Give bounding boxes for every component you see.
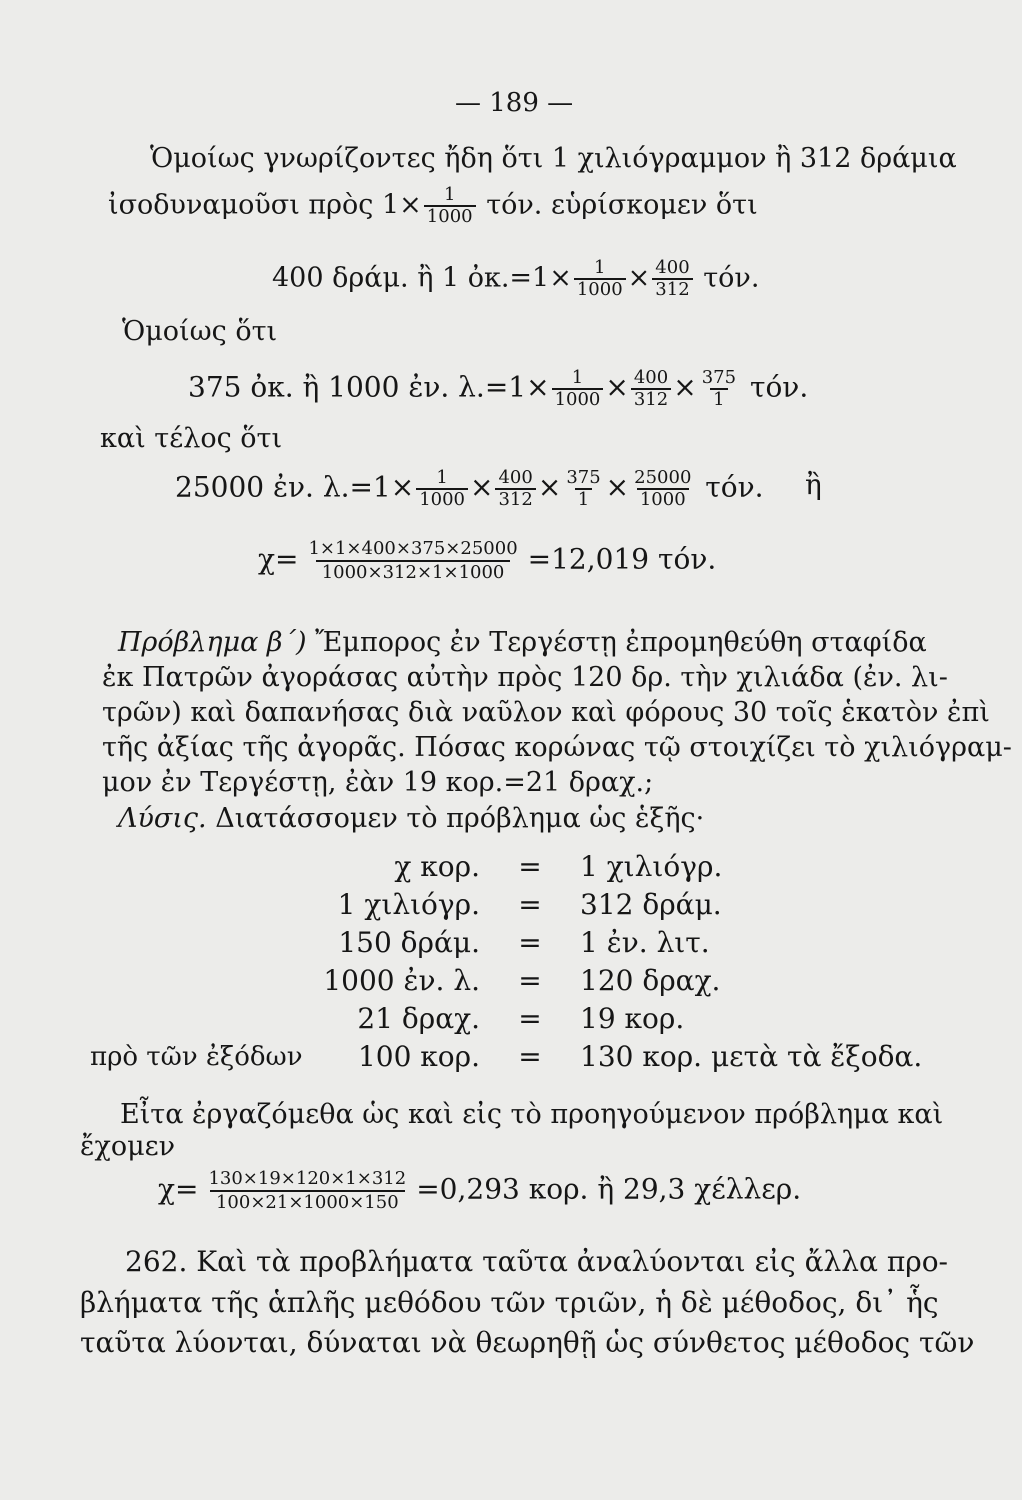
problem-line: τῆς ἀξίας τῆς ἀγορᾶς. Πόσας κορώνας τῷ στοιχίζει τὸ χιλιόγραμ-: [102, 732, 1012, 763]
row-prefix: [90, 886, 310, 924]
solution-line: [118, 802, 704, 836]
eq-segment: 375 ὀκ. ἢ 1000 ἐν. λ.=1×: [188, 370, 550, 404]
row-right: 120 δραχ.: [580, 964, 721, 997]
row-equals: =: [518, 926, 542, 959]
fraction: [552, 368, 604, 410]
table-row: [90, 886, 922, 924]
fraction-numerator: 1: [571, 367, 584, 388]
proportion-grid: [90, 848, 922, 1076]
row-prefix: [90, 962, 310, 1000]
fraction-denominator: 1000: [637, 488, 689, 510]
fraction-numerator: 1: [436, 467, 448, 488]
fraction-numerator: 1: [594, 257, 606, 278]
eq-segment: 25000 ἐν. λ.=1×: [175, 470, 415, 504]
fraction-denominator: 1000: [424, 205, 476, 227]
text-line: ἔχομεν: [80, 1131, 176, 1162]
times-sign: ×: [605, 470, 630, 504]
fraction-denominator: 312: [631, 388, 671, 410]
solution-label: Λύσις.: [118, 803, 207, 834]
table-row: [90, 1038, 922, 1076]
times-sign: ×: [537, 470, 562, 504]
fraction: [563, 468, 603, 510]
equation-2: [188, 368, 808, 410]
problem-line: μον ἐν Τεργέστῃ, ἐὰν 19 κορ.=21 δραχ.;: [102, 767, 654, 798]
fraction-numerator: 1: [443, 184, 456, 205]
fraction: [699, 368, 739, 410]
fraction-denominator: 1000: [574, 278, 626, 300]
fraction-numerator: 130×19×120×1×312: [208, 1168, 407, 1189]
problem-line: [118, 626, 927, 660]
table-row: [90, 1000, 922, 1038]
problem-label: Πρόβλημα β΄): [118, 627, 307, 658]
row-prefix: [90, 848, 310, 886]
table-row: [90, 962, 922, 1000]
text-line: Ὁμοίως γνωρίζοντες ἤδη ὅτι 1 χιλιόγραμμον ἢ 312 δράμια: [150, 143, 957, 174]
fraction-denominator: 1: [575, 488, 592, 510]
eq-lhs: χ=: [258, 542, 299, 576]
problem-line: ἐκ Πατρῶν ἀγοράσας αὐτὴν πρὸς 120 δρ. τὴν χιλιάδα (ἐν. λι-: [102, 662, 948, 693]
row-left: χ κορ.: [394, 850, 480, 883]
row-prefix: [90, 924, 310, 962]
fraction-numerator: 375: [566, 467, 601, 488]
fraction: [495, 468, 535, 510]
eq-lhs: χ=: [158, 1172, 199, 1206]
eq-rhs: =0,293 κορ. ἢ 29,3 χέλλερ.: [416, 1172, 802, 1206]
section-line: 262. Καὶ τὰ προβλήματα ταῦτα ἀναλύονται εἰς ἄλλα προ-: [125, 1245, 949, 1278]
fraction-numerator: 25000: [634, 467, 692, 488]
times-sign: ×: [605, 370, 629, 404]
fraction-denominator: 312: [495, 488, 535, 510]
row-left: 1 χιλιόγρ.: [337, 888, 480, 921]
section-line: βλήματα τῆς ἁπλῆς μεθόδου τῶν τριῶν, ἡ δὲ μέθοδος, δι᾽ ἧς: [80, 1286, 939, 1319]
eq-segment: 400 δράμ. ἢ 1 ὀκ.=1×: [272, 262, 572, 294]
table-row: [90, 848, 922, 886]
row-equals: =: [518, 850, 542, 883]
fraction-numerator: 1×1×400×375×25000: [308, 538, 518, 559]
table-row: [90, 924, 922, 962]
row-left: 100 κορ.: [357, 1040, 480, 1073]
row-prefix: [90, 1000, 310, 1038]
row-left: 1000 ἐν. λ.: [323, 964, 480, 997]
fraction: [202, 1168, 412, 1214]
row-equals: =: [518, 888, 542, 921]
fraction: [631, 468, 694, 510]
fraction-denominator: 1000: [552, 388, 604, 410]
fraction: [652, 258, 692, 300]
text-line-fraction: [108, 185, 758, 227]
row-left: 21 δραχ.: [357, 1002, 480, 1035]
problem-line: τρῶν) καὶ δαπανήσας διὰ ναῦλον καὶ φόρους 30 τοῖς ἑκατὸν ἐπὶ: [102, 697, 990, 728]
page-number: — 189 —: [455, 88, 574, 118]
row-right: 1 χιλιόγρ.: [580, 850, 723, 883]
fraction-denominator: 312: [652, 278, 692, 300]
fraction: [416, 468, 468, 510]
row-right: 1 ἐν. λιτ.: [580, 926, 710, 959]
fraction: [574, 258, 626, 300]
equation-1: [272, 258, 759, 300]
problem-text: Ἔμπορος ἐν Τεργέστῃ ἐπρομηθεύθη σταφίδα: [315, 627, 927, 658]
text-segment: ἰσοδυναμοῦσι πρὸς 1×: [108, 189, 422, 221]
fraction-denominator: 1000×312×1×1000: [316, 560, 511, 584]
fraction-numerator: 375: [701, 367, 737, 388]
row-prefix: πρὸ τῶν ἐξόδων: [90, 1042, 303, 1072]
times-sign: ×: [470, 470, 494, 504]
fraction: [424, 185, 476, 227]
fraction-denominator: 1: [710, 388, 727, 410]
row-equals: =: [518, 1040, 542, 1073]
proportion-table: [90, 848, 922, 1076]
fraction-numerator: 400: [498, 467, 533, 488]
row-right: 312 δράμ.: [580, 888, 722, 921]
text-segment: τόν. εὑρίσκομεν ὅτι: [477, 189, 758, 221]
equation-4: [258, 538, 716, 584]
fraction-numerator: 400: [633, 367, 669, 388]
solution-text: Διατάσσομεν τὸ πρόβλημα ὡς ἑξῆς·: [206, 803, 705, 834]
row-right: 130 κορ. μετὰ τὰ ἔξοδα.: [580, 1040, 923, 1073]
text-line: Εἶτα ἐργαζόμεθα ὡς καὶ εἰς τὸ προηγούμενον πρόβλημα καὶ: [120, 1099, 944, 1130]
fraction-denominator: 1000: [416, 488, 468, 510]
row-equals: =: [518, 1002, 542, 1035]
fraction-denominator: 100×21×1000×150: [210, 1190, 405, 1214]
equation-5: [158, 1168, 801, 1214]
row-equals: =: [518, 964, 542, 997]
section-line: ταῦτα λύονται, δύναται νὰ θεωρηθῇ ὡς σύνθετος μέθοδος τῶν: [80, 1326, 975, 1359]
equation-3: [175, 468, 835, 510]
row-left: 150 δράμ.: [338, 926, 480, 959]
label-kai-telos: καὶ τέλος ὅτι: [100, 423, 283, 454]
eq-segment: τόν.: [694, 262, 760, 294]
fraction: [631, 368, 671, 410]
eq-segment: τόν.: [696, 470, 764, 504]
fraction: [302, 538, 523, 584]
row-right: 19 κορ.: [580, 1002, 685, 1035]
times-sign: ×: [673, 370, 697, 404]
eq-rhs: =12,019 τόν.: [527, 542, 717, 576]
eq-segment: τόν.: [741, 370, 809, 404]
fraction-numerator: 400: [655, 257, 690, 278]
or-word: ἢ: [805, 468, 822, 501]
times-sign: ×: [627, 262, 651, 294]
label-omoios: Ὁμοίως ὅτι: [122, 316, 278, 347]
